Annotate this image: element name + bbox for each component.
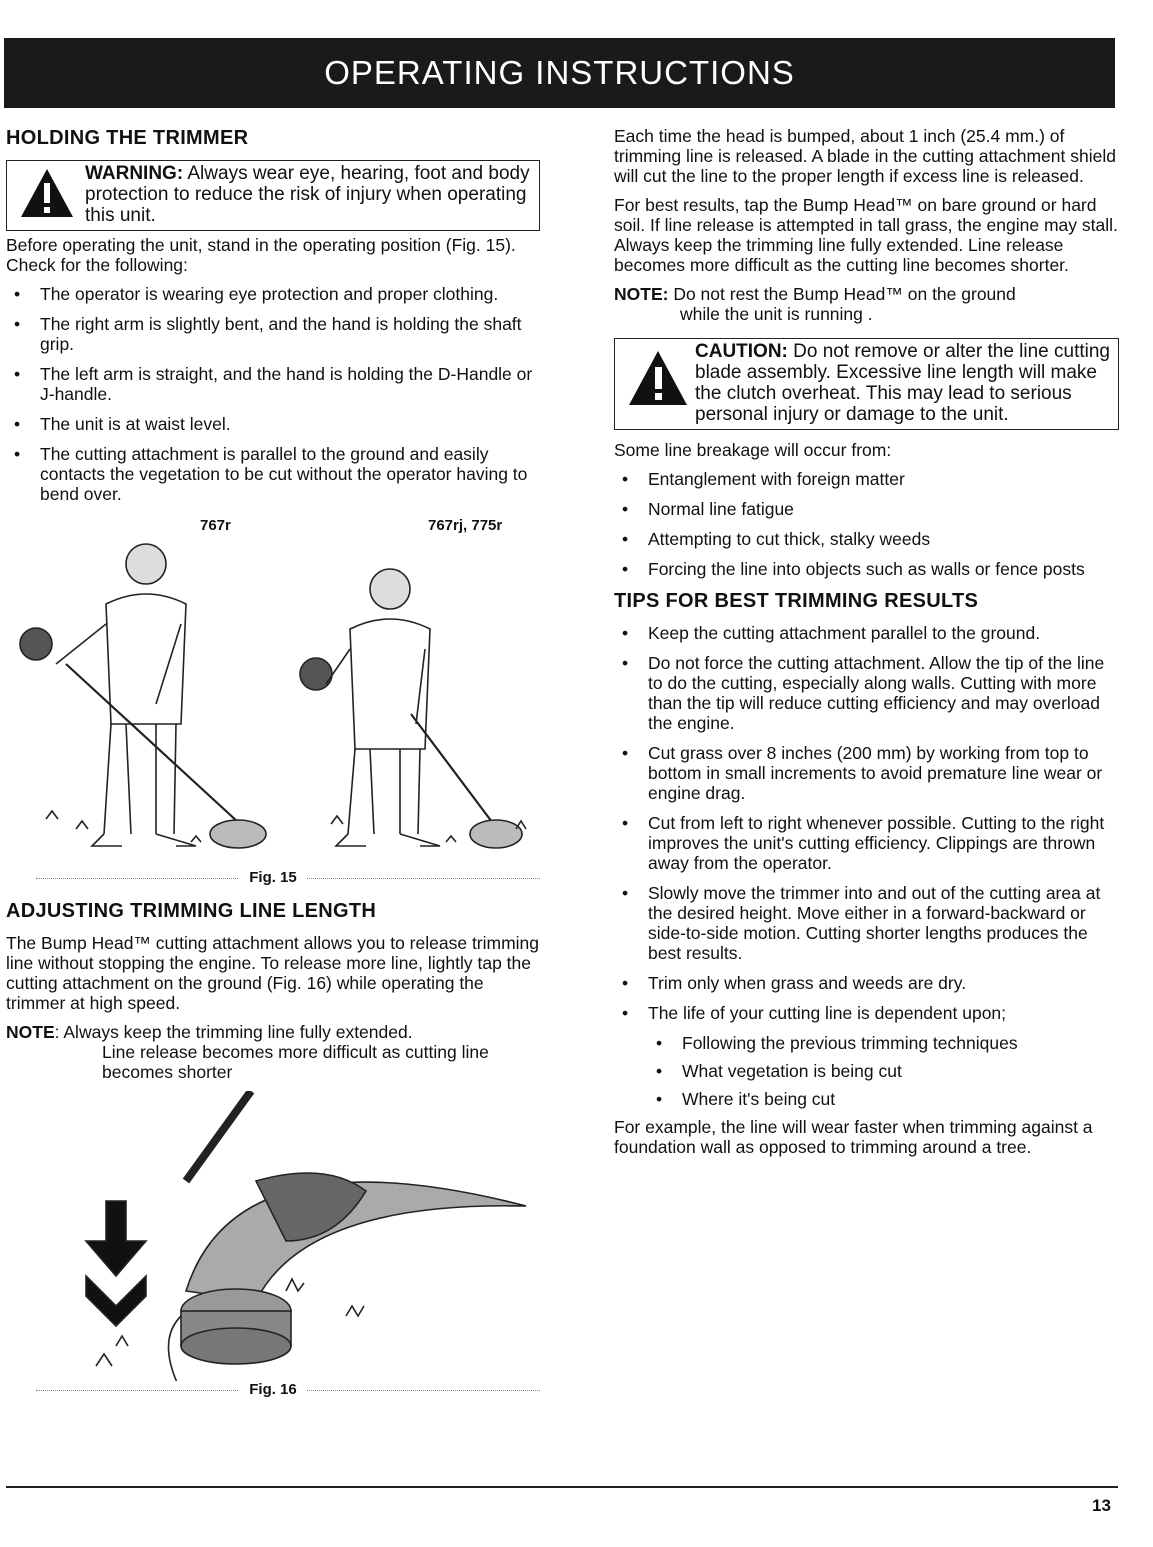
note-text: : Always keep the trimming line fully extended. — [54, 1022, 413, 1042]
breakage-intro: Some line breakage will occur from: — [614, 440, 892, 460]
breakage-list — [614, 469, 1119, 579]
note-left — [6, 1022, 540, 1082]
list-item: • The right arm is slightly bent, and the hand is holding the shaft grip. — [6, 314, 540, 354]
list-item: • The life of your cutting line is dependent upon; — [614, 1003, 1119, 1023]
note-text-cont: Line release becomes more difficult as cutting line becomes shorter — [102, 1042, 489, 1082]
list-item: • Following the previous trimming techniques — [614, 1033, 1119, 1053]
operating-intro: Before operating the unit, stand in the operating position (Fig. 15). Check for the following: — [6, 235, 516, 275]
check-list — [6, 284, 540, 504]
fig15-caption: Fig. 15 — [6, 869, 540, 887]
section-title-adjusting: ADJUSTING TRIMMING LINE LENGTH — [6, 900, 377, 922]
life-factors-list — [614, 1033, 1119, 1109]
right-column — [614, 126, 1119, 1166]
warning-text: Always wear eye, hearing, foot and body protection to reduce the risk of injury when operating this unit. — [85, 163, 530, 226]
bump-head-illustration — [6, 1091, 540, 1381]
page-header: OPERATING INSTRUCTIONS — [4, 38, 1115, 108]
list-item: • Forcing the line into objects such as walls or fence posts — [614, 559, 1119, 579]
list-item: • The operator is wearing eye protection and proper clothing. — [6, 284, 540, 304]
note-label: NOTE — [6, 1022, 55, 1042]
list-item: • Do not force the cutting attachment. Allow the tip of the line to do the cutting, especially along walls. Cutting with more than the tip will reduce cutting efficiency and may overload the engine. — [614, 653, 1119, 733]
caution-label: CAUTION: — [695, 341, 788, 362]
list-item: • Attempting to cut thick, stalky weeds — [614, 529, 1119, 549]
fig15-label-767rj-775r: 767rj, 775r — [428, 517, 503, 534]
list-item: • Where it's being cut — [614, 1089, 1119, 1109]
fig15-label-767r: 767r — [200, 517, 231, 534]
left-column — [6, 126, 540, 1399]
adjust-text: The Bump Head™ cutting attachment allows you to release trimming line without stopping the engine. To release more line, lightly tap the cutting attachment on the ground (Fig. 16) while operating the trimmer at high speed. — [6, 933, 540, 1013]
list-item: • What vegetation is being cut — [614, 1061, 1119, 1081]
list-item: • Cut grass over 8 inches (200 mm) by working from top to bottom in small increments to avoid premature line wear or engine drag. — [614, 743, 1119, 803]
list-item: • Slowly move the trimmer into and out of the cutting area at the desired height. Move either in a forward-backward or side-to-side motion. Cutting shorter lengths produces the best results. — [614, 883, 1119, 963]
list-item: • Trim only when grass and weeds are dry. — [614, 973, 1119, 993]
list-item: • The unit is at waist level. — [6, 414, 540, 434]
warning-label: WARNING: — [85, 163, 184, 184]
caution-icon — [627, 349, 689, 407]
warning-icon — [19, 167, 75, 219]
warning-box — [6, 160, 540, 231]
operator-illustration — [6, 534, 540, 864]
note-text-cont: while the unit is running . — [680, 304, 873, 324]
tips-list — [614, 623, 1119, 1023]
caution-text: Do not remove or alter the line cutting blade assembly. Excessive line length will make the clutch overheat. This may lead to serious personal injury or damage to the unit. — [695, 341, 1110, 425]
section-title-tips: TIPS FOR BEST TRIMMING RESULTS — [614, 590, 979, 612]
section-title-holding: HOLDING THE TRIMMER — [6, 127, 249, 149]
list-item: • The cutting attachment is parallel to the ground and easily contacts the vegetation to be cut without the operator having to bend over. — [6, 444, 540, 504]
list-item: • Normal line fatigue — [614, 499, 1119, 519]
note-text: Do not rest the Bump Head™ on the ground — [668, 284, 1016, 304]
footer-rule — [6, 1486, 1118, 1488]
figure-15 — [6, 514, 540, 869]
bump-text: Each time the head is bumped, about 1 inch (25.4 mm.) of trimming line is released. A blade in the cutting attachment shield will cut the line to the proper length if excess line is released. — [614, 126, 1116, 186]
note-label: NOTE: — [614, 284, 669, 304]
list-item: • Cut from left to right whenever possible. Cutting to the right improves the unit's cutting efficiency. Clippings are thrown away from the operator. — [614, 813, 1119, 873]
best-results-text: For best results, tap the Bump Head™ on bare ground or hard soil. If line release is attempted in tall grass, the engine may stall. Always keep the trimming line fully extended. Line release becomes more difficult as the cutting line becomes shorter. — [614, 195, 1118, 275]
caution-box — [614, 338, 1119, 430]
list-item: • Keep the cutting attachment parallel to the ground. — [614, 623, 1119, 643]
example-text: For example, the line will wear faster when trimming against a foundation wall as opposed to trimming around a tree. — [614, 1117, 1093, 1157]
figure-16 — [6, 1091, 540, 1381]
fig16-caption: Fig. 16 — [6, 1381, 540, 1399]
list-item: • The left arm is straight, and the hand is holding the D-Handle or J-handle. — [6, 364, 540, 404]
page-number: 13 — [1092, 1496, 1111, 1515]
list-item: • Entanglement with foreign matter — [614, 469, 1119, 489]
note-right — [614, 284, 1119, 324]
